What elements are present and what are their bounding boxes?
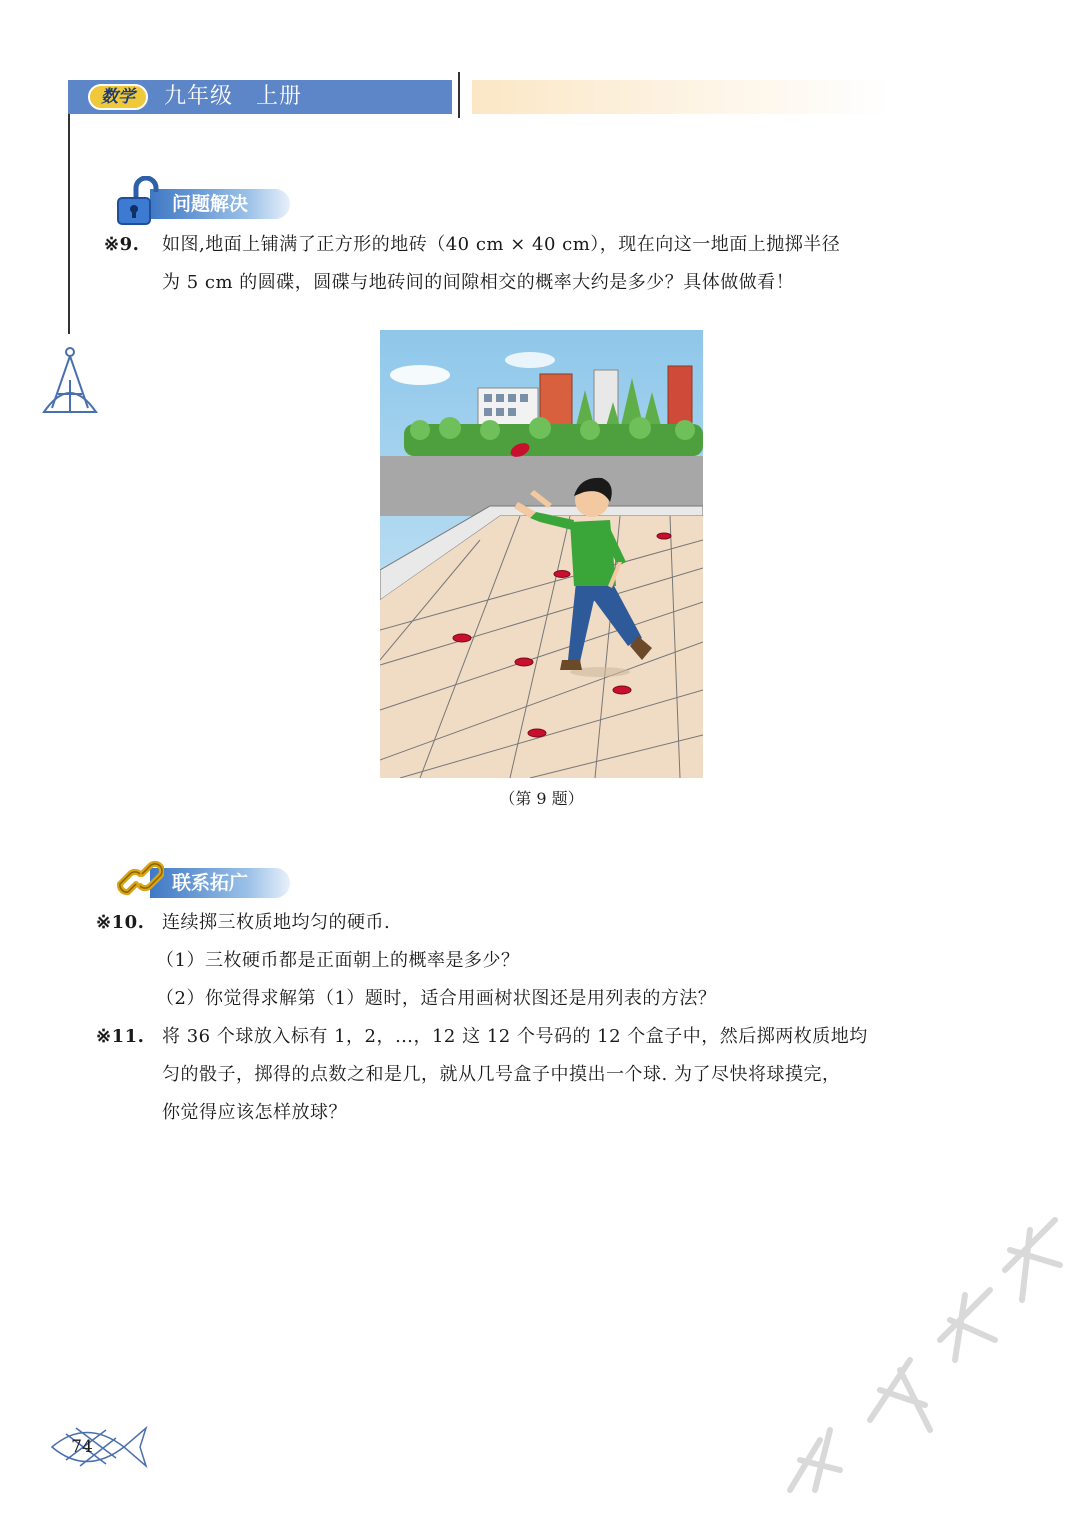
grade-label: 九年级 上册 bbox=[164, 84, 303, 109]
q11-line1: 将 36 个球放入标有 1，2，…，12 这 12 个号码的 12 个盒子中，然后掷两枚质地均 bbox=[162, 1026, 868, 1047]
padlock-icon bbox=[114, 176, 162, 226]
q11-line3: 你觉得应该怎样放球？ bbox=[162, 1102, 347, 1123]
q10-sub2: （2）你觉得求解第（1）题时，适合用画树状图还是用列表的方法？ bbox=[156, 988, 717, 1009]
q10-number: ※10. bbox=[96, 912, 145, 933]
chain-link-icon bbox=[116, 854, 164, 904]
q10-line1: 连续掷三枚质地均匀的硬币. bbox=[162, 912, 391, 933]
illustration-disc-throw bbox=[380, 330, 703, 778]
page-number: 74 bbox=[71, 1437, 93, 1457]
q9-number: ※9. bbox=[104, 234, 140, 255]
publisher-watermark bbox=[760, 1190, 1080, 1510]
margin-line bbox=[68, 114, 70, 334]
header-decoration bbox=[472, 80, 892, 114]
section-title-extend: 联系拓广 bbox=[172, 872, 249, 894]
q9-line1: 如图,地面上铺满了正方形的地砖（40 cm × 40 cm），现在向这一地面上抛掷半径 bbox=[162, 234, 841, 255]
header-divider bbox=[458, 72, 460, 118]
q9-line2: 为 5 cm 的圆碟，圆碟与地砖间的间隙相交的概率大约是多少？具体做做看！ bbox=[162, 272, 795, 293]
compass-icon bbox=[40, 344, 100, 416]
q11-line2: 匀的骰子，掷得的点数之和是几，就从几号盒子中摸出一个球. 为了尽快将球摸完， bbox=[162, 1064, 841, 1085]
q10-sub1: （1）三枚硬币都是正面朝上的概率是多少？ bbox=[156, 950, 520, 971]
section-title-problem: 问题解决 bbox=[172, 193, 249, 215]
subject-label: 数学 bbox=[101, 87, 135, 107]
figure-caption: （第 9 题） bbox=[499, 789, 584, 808]
q11-number: ※11. bbox=[96, 1026, 145, 1047]
